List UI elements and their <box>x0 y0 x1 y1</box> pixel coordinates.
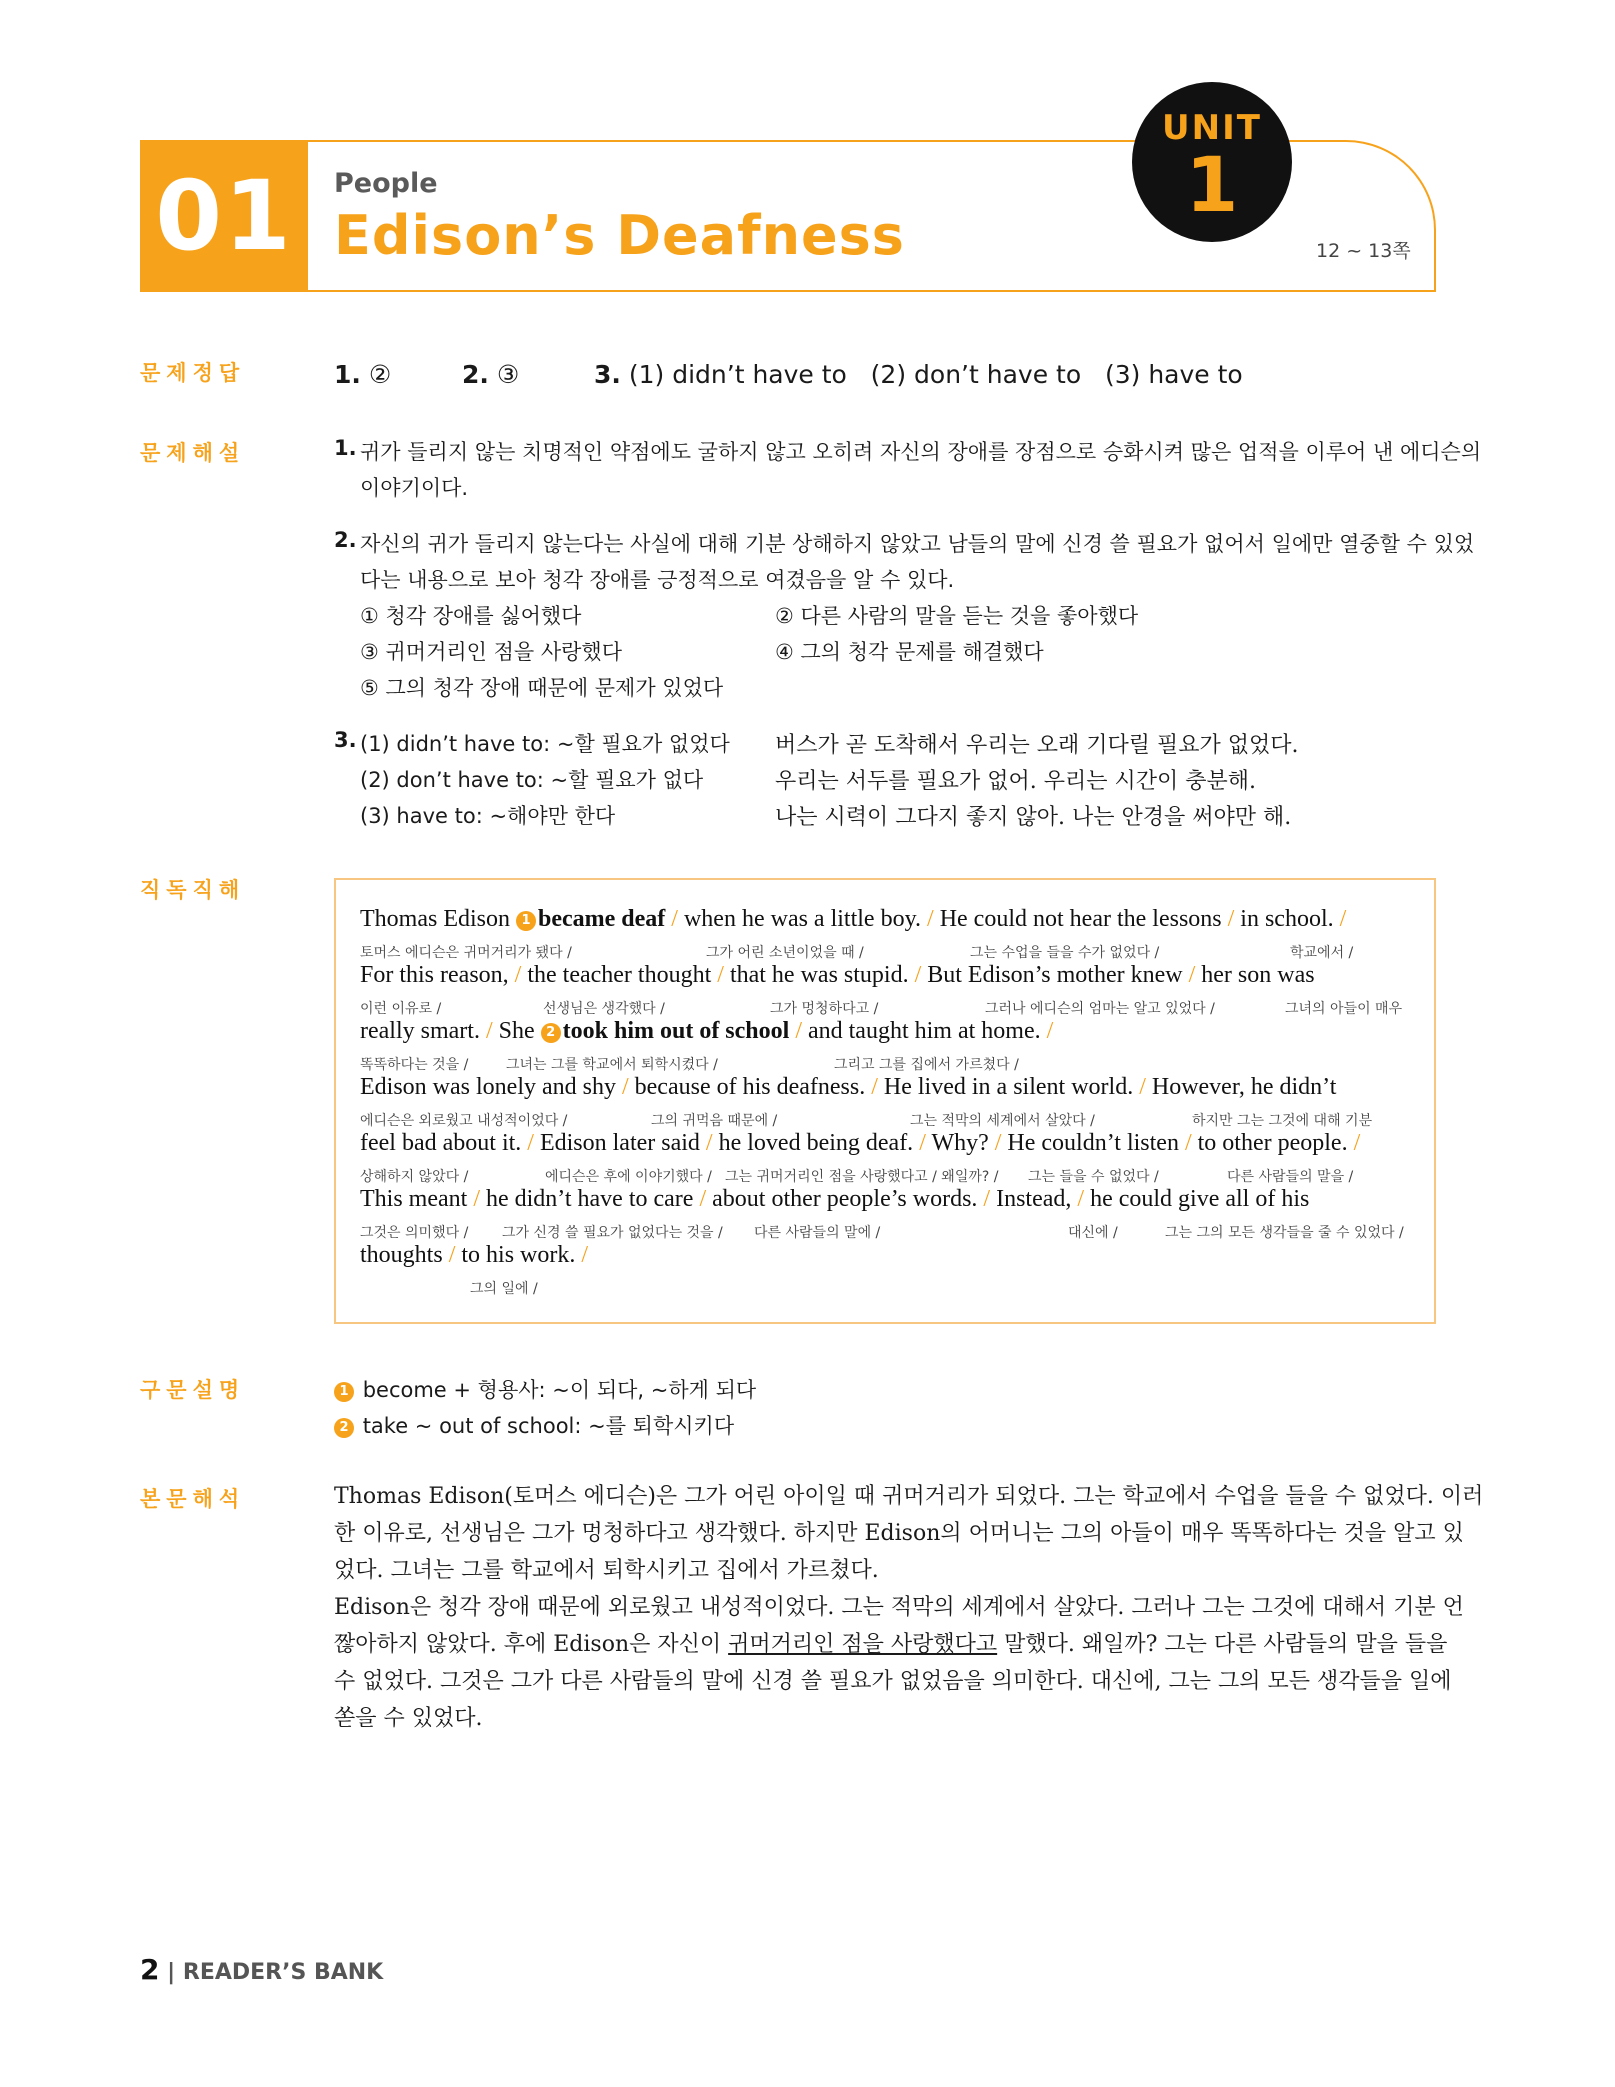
gloss: 그의 귀먹음 때문에 / <box>651 1113 778 1129</box>
answers-label: 문제정답 <box>140 361 246 385</box>
exp-1-line-1: 귀가 들리지 않는 치명적인 약점에도 굴하지 않고 오히려 자신의 장애를 장점으로 승화시켜 많은 업적을 이루어 낸 에디슨의 <box>360 440 1482 464</box>
gloss: 상해하지 않았다 / <box>360 1169 469 1185</box>
option-2: ② 다른 사람의 말을 듣는 것을 좋아했다 <box>775 604 1139 628</box>
exp-3-num: 3. <box>334 728 357 752</box>
gloss: 그가 어린 소년이었을 때 / <box>706 945 864 961</box>
gloss: 에디슨은 외로웠고 내성적이었다 / <box>360 1113 568 1129</box>
gloss: 다른 사람들의 말에 / <box>754 1225 881 1241</box>
slash: / <box>1046 1018 1054 1044</box>
gloss: 그는 귀머거리인 점을 사랑했다고 / 왜일까? / <box>725 1169 999 1185</box>
page-number: 2 <box>140 1953 160 1986</box>
marker-1-icon: 1 <box>334 1382 354 1402</box>
gloss: 그리고 그를 집에서 가르쳤다 / <box>834 1057 1019 1073</box>
chunk: really smart. <box>360 1018 480 1044</box>
translation-line <box>334 1626 1448 1663</box>
unit-number: 1 <box>1185 140 1239 229</box>
chunk-highlight: became deaf <box>538 906 666 932</box>
syntax-label: 구문설명 <box>140 1378 246 1402</box>
option-3: ③ 귀머거리인 점을 사랑했다 <box>360 640 622 664</box>
syntax-1-text: become + 형용사: ~이 되다, ~하게 되다 <box>362 1378 757 1402</box>
reading-line-4 <box>360 1074 1336 1101</box>
unit-word: UNIT <box>1162 108 1262 148</box>
gloss: 하지만 그는 그것에 대해 기분 <box>1192 1113 1373 1129</box>
option-5: ⑤ 그의 청각 장애 때문에 문제가 있었다 <box>360 676 724 700</box>
gloss: 그녀의 아들이 매우 <box>1285 1001 1403 1017</box>
chunk: She <box>498 1018 535 1044</box>
translation-underlined: 귀머거리인 점을 사랑했다고 <box>728 1632 998 1657</box>
slash: / <box>983 1186 991 1212</box>
slash: / <box>514 962 522 988</box>
marker-2-icon: 2 <box>334 1418 354 1438</box>
example-1: 버스가 곧 도착해서 우리는 오래 기다릴 필요가 없었다. <box>775 733 1299 758</box>
reading-line-1 <box>360 906 1346 933</box>
reading-line-2 <box>360 962 1315 989</box>
chunk: But Edison’s mother knew <box>927 962 1183 988</box>
chunk: he loved being deaf. <box>718 1130 914 1156</box>
translation-line: 었다. 그녀는 그를 학교에서 퇴학시키고 집에서 가르쳤다. <box>334 1558 879 1583</box>
chunk: He could not hear the lessons <box>939 906 1222 932</box>
slash: / <box>581 1242 589 1268</box>
marker-1-icon: 1 <box>516 911 536 931</box>
gloss: 그는 들을 수 없었다 / <box>1028 1169 1159 1185</box>
chunk: in school. <box>1240 906 1334 932</box>
chunk: to his work. <box>461 1242 576 1268</box>
chunk: to other people. <box>1197 1130 1348 1156</box>
gloss: 에디슨은 후에 이야기했다 / <box>545 1169 712 1185</box>
marker-2-icon: 2 <box>541 1023 561 1043</box>
chunk: For this reason, <box>360 962 509 988</box>
lesson-category: People <box>334 168 438 199</box>
slash: / <box>473 1186 480 1212</box>
chunk: Instead, <box>996 1186 1072 1212</box>
gloss: 토머스 에디슨은 귀머거리가 됐다 / <box>360 945 572 961</box>
slash: / <box>1188 962 1196 988</box>
translation-line: 한 이유로, 선생님은 그가 멍청하다고 생각했다. 하지만 Edison의 어머니는 그의 아들이 매우 똑똑하다는 것을 알고 있 <box>334 1521 1464 1546</box>
translation-line: 쏟을 수 있었다. <box>334 1706 483 1731</box>
syntax-1 <box>334 1374 756 1404</box>
gloss: 이런 이유로 / <box>360 1001 442 1017</box>
gloss: 그의 일에 / <box>470 1281 538 1297</box>
chunk: He couldn’t listen <box>1007 1130 1179 1156</box>
translation-block <box>334 1478 1484 1737</box>
example-3: 나는 시력이 그다지 좋지 않아. 나는 안경을 써야만 해. <box>775 805 1292 830</box>
answer-3-value: (1) didn’t have to (2) don’t have to (3) have to <box>628 360 1243 389</box>
slash: / <box>914 962 922 988</box>
exp-2-line-1: 자신의 귀가 들리지 않는다는 사실에 대해 기분 상해하지 않았고 남들의 말에 신경 쓸 필요가 없어서 일에만 열중할 수 있었 <box>360 532 1475 556</box>
slash: / <box>1077 1186 1085 1212</box>
chunk: about other people’s words. <box>712 1186 978 1212</box>
gloss: 그는 수업을 들을 수가 없었다 / <box>970 945 1160 961</box>
gloss: 대신에 / <box>1068 1225 1118 1241</box>
reading-line-6 <box>360 1186 1309 1213</box>
chunk: Edison later said <box>539 1130 700 1156</box>
answer-3 <box>594 360 1243 389</box>
gloss: 그러나 에디슨의 엄마는 알고 있었다 / <box>985 1001 1215 1017</box>
exp-1-num: 1. <box>334 436 357 460</box>
unit-badge <box>1132 82 1292 242</box>
gloss: 그가 신경 쓸 필요가 없었다는 것을 / <box>502 1225 723 1241</box>
reading-line-5 <box>360 1130 1360 1157</box>
lesson-title: Edison’s Deafness <box>334 204 905 267</box>
translation-line: 수 없었다. 그것은 그가 다른 사람들의 말에 신경 쓸 필요가 없었음을 의미한다. 대신에, 그는 그의 모든 생각들을 일에 <box>334 1669 1452 1694</box>
reading-line-3 <box>360 1018 1053 1045</box>
exp-2-line-2: 다는 내용으로 보아 청각 장애를 긍정적으로 여겼음을 알 수 있다. <box>360 568 955 592</box>
option-4: ④ 그의 청각 문제를 해결했다 <box>775 640 1044 664</box>
slash: / <box>1184 1130 1192 1156</box>
answer-1-value: ② <box>368 360 392 389</box>
gloss: 똑똑하다는 것을 / <box>360 1057 469 1073</box>
answer-3-num: 3. <box>594 360 621 389</box>
gloss: 학교에서 / <box>1290 945 1354 961</box>
answer-1-num: 1. <box>334 360 361 389</box>
translation-line: Edison은 청각 장애 때문에 외로웠고 내성적이었다. 그는 적막의 세계에서 살았다. 그러나 그는 그것에 대해서 기분 언 <box>334 1595 1464 1620</box>
chunk: he didn’t have to care <box>485 1186 694 1212</box>
chunk: and taught him at home. <box>807 1018 1041 1044</box>
option-1: ① 청각 장애를 싫어했다 <box>360 604 582 628</box>
page-range: 12 ~ 13쪽 <box>1316 240 1411 262</box>
footer-separator: | <box>167 1960 176 1985</box>
grammar-3: (3) have to: ~해야만 한다 <box>360 804 616 828</box>
slash: / <box>1227 906 1235 932</box>
chunk: when he was a little boy. <box>683 906 922 932</box>
answer-1 <box>334 360 391 389</box>
syntax-2 <box>334 1410 734 1440</box>
chunk: However, he didn’t <box>1151 1074 1337 1100</box>
slash: / <box>527 1130 534 1156</box>
slash: / <box>919 1130 926 1156</box>
chunk: that he was stupid. <box>729 962 909 988</box>
lesson-number: 01 <box>140 140 308 292</box>
chunk: He lived in a silent world. <box>883 1074 1134 1100</box>
slash: / <box>1139 1074 1146 1100</box>
chunk: This meant <box>360 1186 468 1212</box>
chunk: he could give all of his <box>1090 1186 1310 1212</box>
chunk: feel bad about it. <box>360 1130 522 1156</box>
slash: / <box>485 1018 493 1044</box>
translation-label: 본문해석 <box>140 1487 246 1511</box>
chunk-highlight: took him out of school <box>562 1018 790 1044</box>
slash: / <box>927 906 934 932</box>
gloss: 그가 멍청하다고 / <box>770 1001 879 1017</box>
syntax-2-text: take ~ out of school: ~를 퇴학시키다 <box>362 1414 735 1438</box>
exp-2-num: 2. <box>334 528 357 552</box>
answer-2-num: 2. <box>462 360 489 389</box>
answer-2-value: ③ <box>496 360 520 389</box>
translation-segment: 짢아하지 않았다. 후에 Edison은 자신이 <box>334 1632 729 1657</box>
slash: / <box>671 906 678 932</box>
reading-label: 직독직해 <box>140 878 246 902</box>
slash: / <box>871 1074 878 1100</box>
gloss: 선생님은 생각했다 / <box>543 1001 665 1017</box>
slash: / <box>994 1130 1002 1156</box>
grammar-2: (2) don’t have to: ~할 필요가 없다 <box>360 768 704 792</box>
gloss: 그것은 의미했다 / <box>360 1225 469 1241</box>
answer-2 <box>462 360 519 389</box>
slash: / <box>699 1186 707 1212</box>
chunk: thoughts <box>360 1242 443 1268</box>
chunk: the teacher thought <box>527 962 712 988</box>
chunk: her son was <box>1201 962 1315 988</box>
grammar-1: (1) didn’t have to: ~할 필요가 없었다 <box>360 732 730 756</box>
slash: / <box>1339 906 1347 932</box>
chunk: Thomas Edison <box>360 906 510 932</box>
slash: / <box>717 962 724 988</box>
slash: / <box>1353 1130 1361 1156</box>
book-name: READER’S BANK <box>182 1960 384 1985</box>
slash: / <box>448 1242 456 1268</box>
translation-segment: 말했다. 왜일까? 그는 다른 사람들의 말을 들을 <box>997 1632 1448 1657</box>
slash: / <box>621 1074 629 1100</box>
chunk: because of his deafness. <box>634 1074 866 1100</box>
explanation-label: 문제해설 <box>140 441 246 465</box>
chunk: Edison was lonely and shy <box>360 1074 616 1100</box>
footer <box>140 1953 383 1986</box>
translation-line: Thomas Edison(토머스 에디슨)은 그가 어린 아이일 때 귀머거리가 되었다. 그는 학교에서 수업을 들을 수 없었다. 이러 <box>334 1484 1484 1509</box>
chunk: Why? <box>931 1130 989 1156</box>
slash: / <box>705 1130 713 1156</box>
slash: / <box>795 1018 802 1044</box>
example-2: 우리는 서두를 필요가 없어. 우리는 시간이 충분해. <box>775 769 1256 794</box>
exp-1-line-2: 이야기이다. <box>360 476 469 500</box>
gloss: 그녀는 그를 학교에서 퇴학시켰다 / <box>506 1057 718 1073</box>
reading-line-7 <box>360 1242 588 1269</box>
gloss: 다른 사람들의 말을 / <box>1227 1169 1354 1185</box>
gloss: 그는 적막의 세계에서 살았다 / <box>910 1113 1095 1129</box>
gloss: 그는 그의 모든 생각들을 줄 수 있었다 / <box>1165 1225 1404 1241</box>
